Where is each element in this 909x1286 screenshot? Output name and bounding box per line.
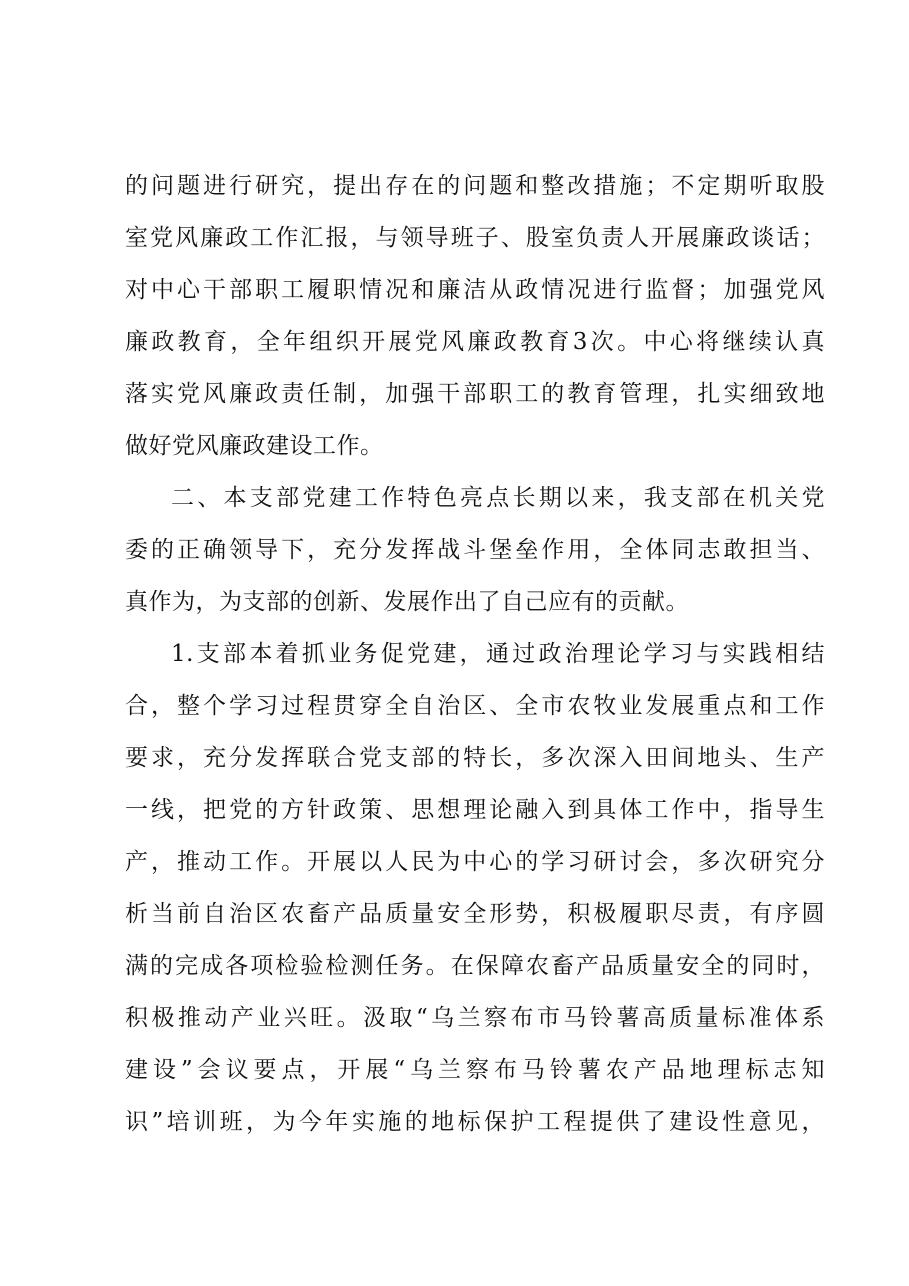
paragraph-3-line-9: 建设”会议要点，开展“乌兰察布马铃薯农产品地理标志知 [125,1057,825,1083]
paragraph-1-line-6: 做好党风廉政建设工作。 [125,433,384,459]
paragraph-1-line-2: 室党风廉政工作汇报，与领导班子、股室负责人开展廉政谈话； [125,225,825,251]
paragraph-2-line-2: 委的正确领导下，充分发挥战斗堡垒作用，全体同志敢担当、 [125,537,825,563]
paragraph-1-line-5: 落实党风廉政责任制，加强干部职工的教育管理，扎实细致地 [125,381,825,407]
paragraph-3-line-7: 满的完成各项检验检测任务。在保障农畜产品质量安全的同时， [125,953,825,979]
paragraph-3-line-6: 析当前自治区农畜产品质量安全形势，积极履职尽责，有序圆 [125,901,825,927]
paragraph-3-line-1: 1.支部本着抓业务促党建，通过政治理论学习与实践相结 [171,641,825,667]
paragraph-3-line-2: 合，整个学习过程贯穿全自治区、全市农牧业发展重点和工作 [125,693,825,719]
paragraph-2-line-1: 二、本支部党建工作特色亮点长期以来，我支部在机关党 [171,485,825,511]
paragraph-1-line-1: 的问题进行研究，提出存在的问题和整改措施；不定期听取股 [125,173,825,199]
paragraph-1-line-3: 对中心干部职工履职情况和廉洁从政情况进行监督；加强党风 [125,277,825,303]
paragraph-3-line-8: 积极推动产业兴旺。汲取“乌兰察布市马铃薯高质量标准体系 [125,1005,825,1031]
paragraph-1-line-4: 廉政教育，全年组织开展党风廉政教育3次。中心将继续认真 [125,329,825,355]
document-body [125,160,825,1148]
paragraph-3-line-4: 一线，把党的方针政策、思想理论融入到具体工作中，指导生 [125,797,825,823]
paragraph-3-line-10: 识”培训班，为今年实施的地标保护工程提供了建设性意见， [125,1109,825,1135]
paragraph-3-line-5: 产，推动工作。开展以人民为中心的学习研讨会，多次研究分 [125,849,825,875]
paragraph-2-line-3: 真作为，为支部的创新、发展作出了自己应有的贡献。 [125,589,689,615]
paragraph-3-line-3: 要求，充分发挥联合党支部的特长，多次深入田间地头、生产 [125,745,825,771]
